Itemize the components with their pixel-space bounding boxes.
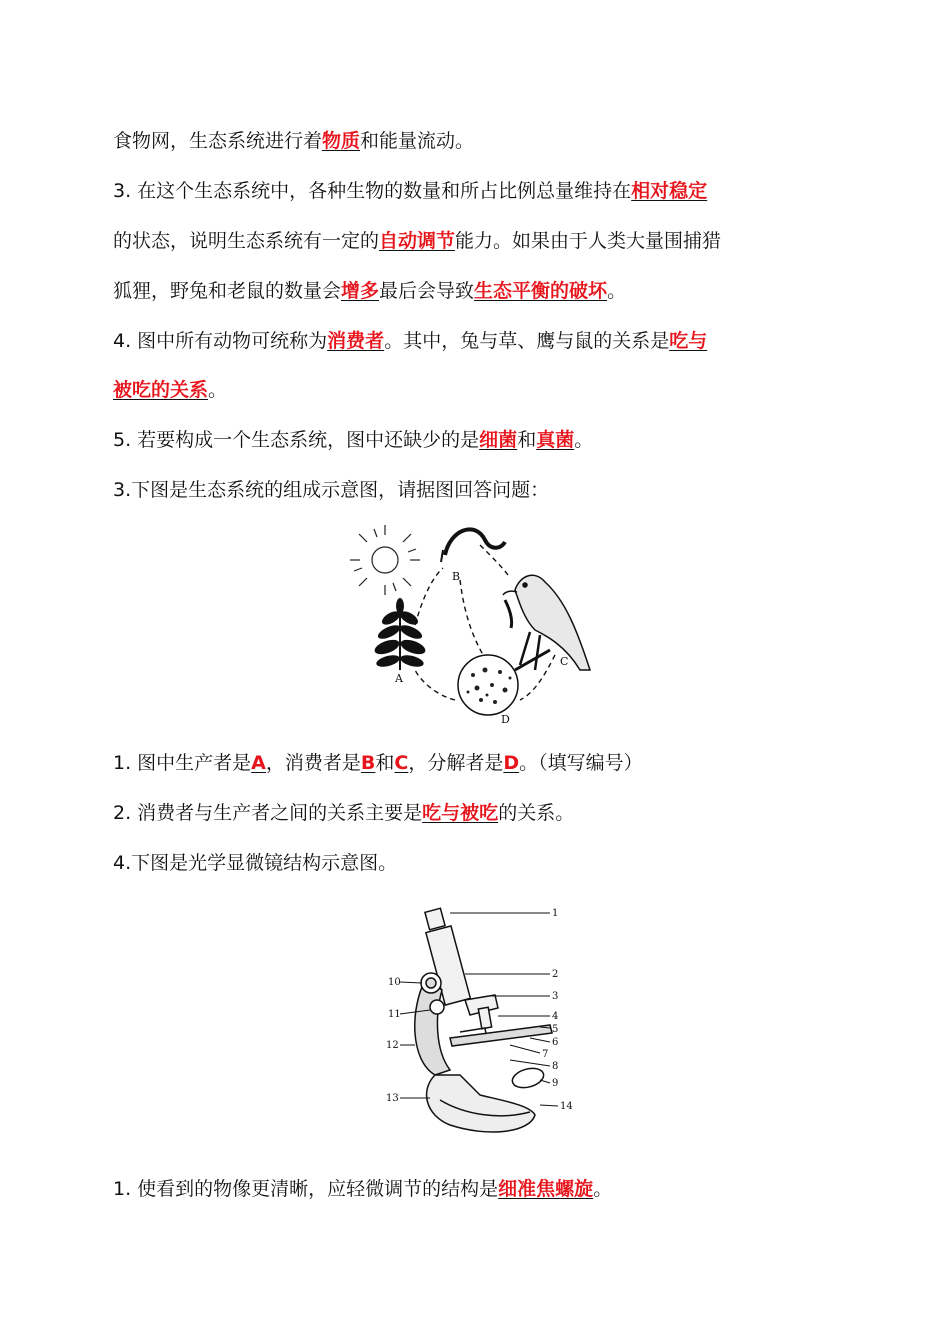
body-text: 的关系。 (498, 802, 575, 824)
answer-text: 被吃的关系 (113, 379, 209, 401)
text-line (113, 425, 593, 455)
label-6: 6 (552, 1037, 559, 1048)
label-7: 7 (542, 1049, 549, 1060)
answer-text: 消费者 (327, 330, 385, 352)
label-5: 5 (552, 1024, 559, 1035)
body-text: 3. 在这个生态系统中，各种生物的数量和所占比例总量维持在 (113, 180, 632, 202)
body-text: 4. 图中所有动物可统称为 (113, 330, 328, 352)
body-text: ，分解者是 (408, 752, 504, 774)
answer-text: 吃与 (669, 330, 708, 352)
text-line (113, 748, 643, 778)
label-8: 8 (552, 1061, 559, 1072)
body-text: 能力。如果由于人类大量围捕猎 (455, 230, 722, 252)
text-line (113, 375, 227, 405)
body-text: 。 (208, 379, 228, 401)
answer-text: C (394, 752, 409, 774)
answer-text: 相对稳定 (631, 180, 708, 202)
text-line (113, 1174, 612, 1204)
decomposer-dish-icon (458, 655, 518, 715)
answer-text: A (251, 752, 266, 774)
text-line (113, 798, 574, 828)
body-text: 食物网，生态系统进行着 (113, 130, 323, 152)
text-line (113, 276, 626, 306)
answer-text: 增多 (341, 280, 380, 302)
answer-text: 细菌 (479, 429, 518, 451)
body-text: 。 (593, 1178, 613, 1200)
body-text: 4.下图是光学显微镜结构示意图。 (113, 852, 398, 874)
label-c: C (560, 655, 569, 668)
plant-icon (373, 598, 428, 670)
answer-text: 生态平衡的破坏 (474, 280, 608, 302)
text-line (113, 226, 721, 256)
answer-text: 细准焦螺旋 (498, 1178, 594, 1200)
label-13: 13 (386, 1093, 399, 1104)
label-9: 9 (552, 1078, 559, 1089)
text-line (113, 475, 549, 505)
body-text: 。 (574, 429, 594, 451)
answer-text: 自动调节 (379, 230, 456, 252)
body-text: 1. 图中生产者是 (113, 752, 252, 774)
label-d: D (501, 713, 510, 725)
text-line (113, 176, 707, 206)
body-text: ，消费者是 (265, 752, 361, 774)
label-a: A (395, 672, 403, 685)
body-text: 和能量流动。 (360, 130, 475, 152)
body-text: 3.下图是生态系统的组成示意图，请据图回答问题： (113, 479, 550, 501)
body-text: 最后会导致 (379, 280, 475, 302)
text-line (113, 326, 707, 356)
label-4: 4 (552, 1011, 559, 1022)
label-14: 14 (560, 1101, 573, 1112)
label-11: 11 (388, 1009, 401, 1020)
microscope-diagram (380, 900, 580, 1145)
body-text: 和 (375, 752, 395, 774)
label-2: 2 (552, 969, 559, 980)
label-1: 1 (552, 908, 559, 919)
label-3: 3 (552, 991, 559, 1002)
answer-text: B (360, 752, 376, 774)
body-text: 。（填写编号） (519, 752, 643, 774)
body-text: 2. 消费者与生产者之间的关系主要是 (113, 802, 423, 824)
body-text: 。其中，兔与草、鹰与鼠的关系是 (384, 330, 670, 352)
caterpillar-icon (441, 529, 505, 562)
microscope-icon (415, 908, 552, 1132)
body-text: 1. 使看到的物像更清晰，应轻微调节的结构是 (113, 1178, 499, 1200)
text-line (113, 126, 474, 156)
ecosystem-diagram (345, 520, 605, 725)
body-text: 和 (517, 429, 537, 451)
label-12: 12 (386, 1040, 399, 1051)
answer-text: 物质 (322, 130, 361, 152)
answer-text: 真菌 (536, 429, 575, 451)
label-b: B (452, 570, 461, 583)
body-text: 狐狸，野兔和老鼠的数量会 (113, 280, 342, 302)
label-10: 10 (388, 977, 401, 988)
sun-icon (350, 525, 420, 595)
answer-text: D (503, 752, 520, 774)
bird-icon (503, 575, 590, 670)
answer-text: 吃与被吃 (422, 802, 499, 824)
body-text: 5. 若要构成一个生态系统，图中还缺少的是 (113, 429, 480, 451)
body-text: 。 (607, 280, 627, 302)
body-text: 的状态，说明生态系统有一定的 (113, 230, 380, 252)
text-line (113, 848, 397, 878)
